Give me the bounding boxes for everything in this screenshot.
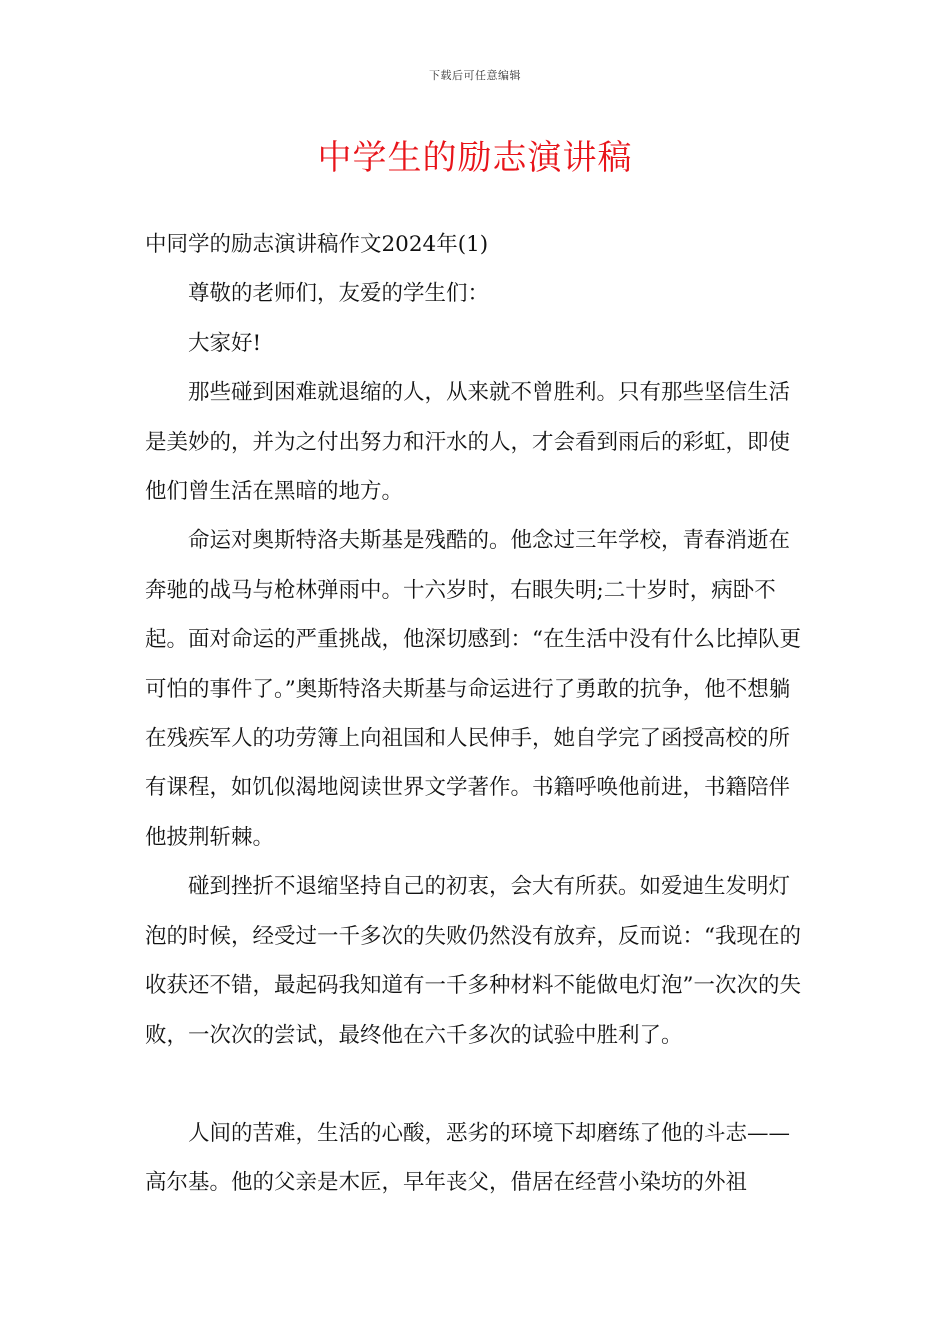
document-title: 中学生的励志演讲稿	[317, 138, 633, 178]
document-subtitle: 中同学的励志演讲稿作文2024年(1)	[145, 232, 489, 257]
document-body	[145, 220, 810, 1208]
paragraph-rainbow: 那些碰到困难就退缩的人，从来就不曾胜利。只有那些坚信生活是美妙的，并为之付出努力和汗水的人，才会看到雨后的彩虹，即使他们曾生活在黑暗的地方。	[145, 380, 791, 505]
paragraph-gorky: 人间的苦难，生活的心酸，恶劣的环境下却磨练了他的斗志——高尔基。他的父亲是木匠，早年丧父，借居在经营小染坊的外祖	[145, 1120, 791, 1196]
paragraph-edison: 碰到挫折不退缩坚持自己的初衷，会大有所获。如爱迪生发明灯泡的时候，经受过一千多次的失败仍然没有放弃，反而说：“我现在的收获还不错，最起码我知道有一千多种材料不能做电灯泡”一次次的失败，一次次的尝试，最终他在六千多次的试验中胜利了。	[145, 874, 801, 1048]
paragraph-ostrovsky: 命运对奥斯特洛夫斯基是残酷的。他念过三年学校，青春消逝在奔驰的战马与枪林弹雨中。十六岁时，右眼失明;二十岁时，病卧不起。面对命运的严重挑战，他深切感到：“在生活中没有什么比掉队更可怕的事件了。”奥斯特洛夫斯基与命运进行了勇敢的抗争，他不想躺在残疾军人的功劳簿上向祖国和人民伸手，她自学完了函授高校的所有课程，如饥似渴地阅读世界文学著作。书籍呼唤他前进，书籍陪伴他披荆斩棘。	[145, 528, 801, 850]
paragraph-greeting: 尊敬的老师们，友爱的学生们：	[188, 281, 490, 307]
page-header-note: 下载后可任意编辑	[429, 69, 521, 82]
paragraph-hello: 大家好!	[188, 330, 262, 356]
